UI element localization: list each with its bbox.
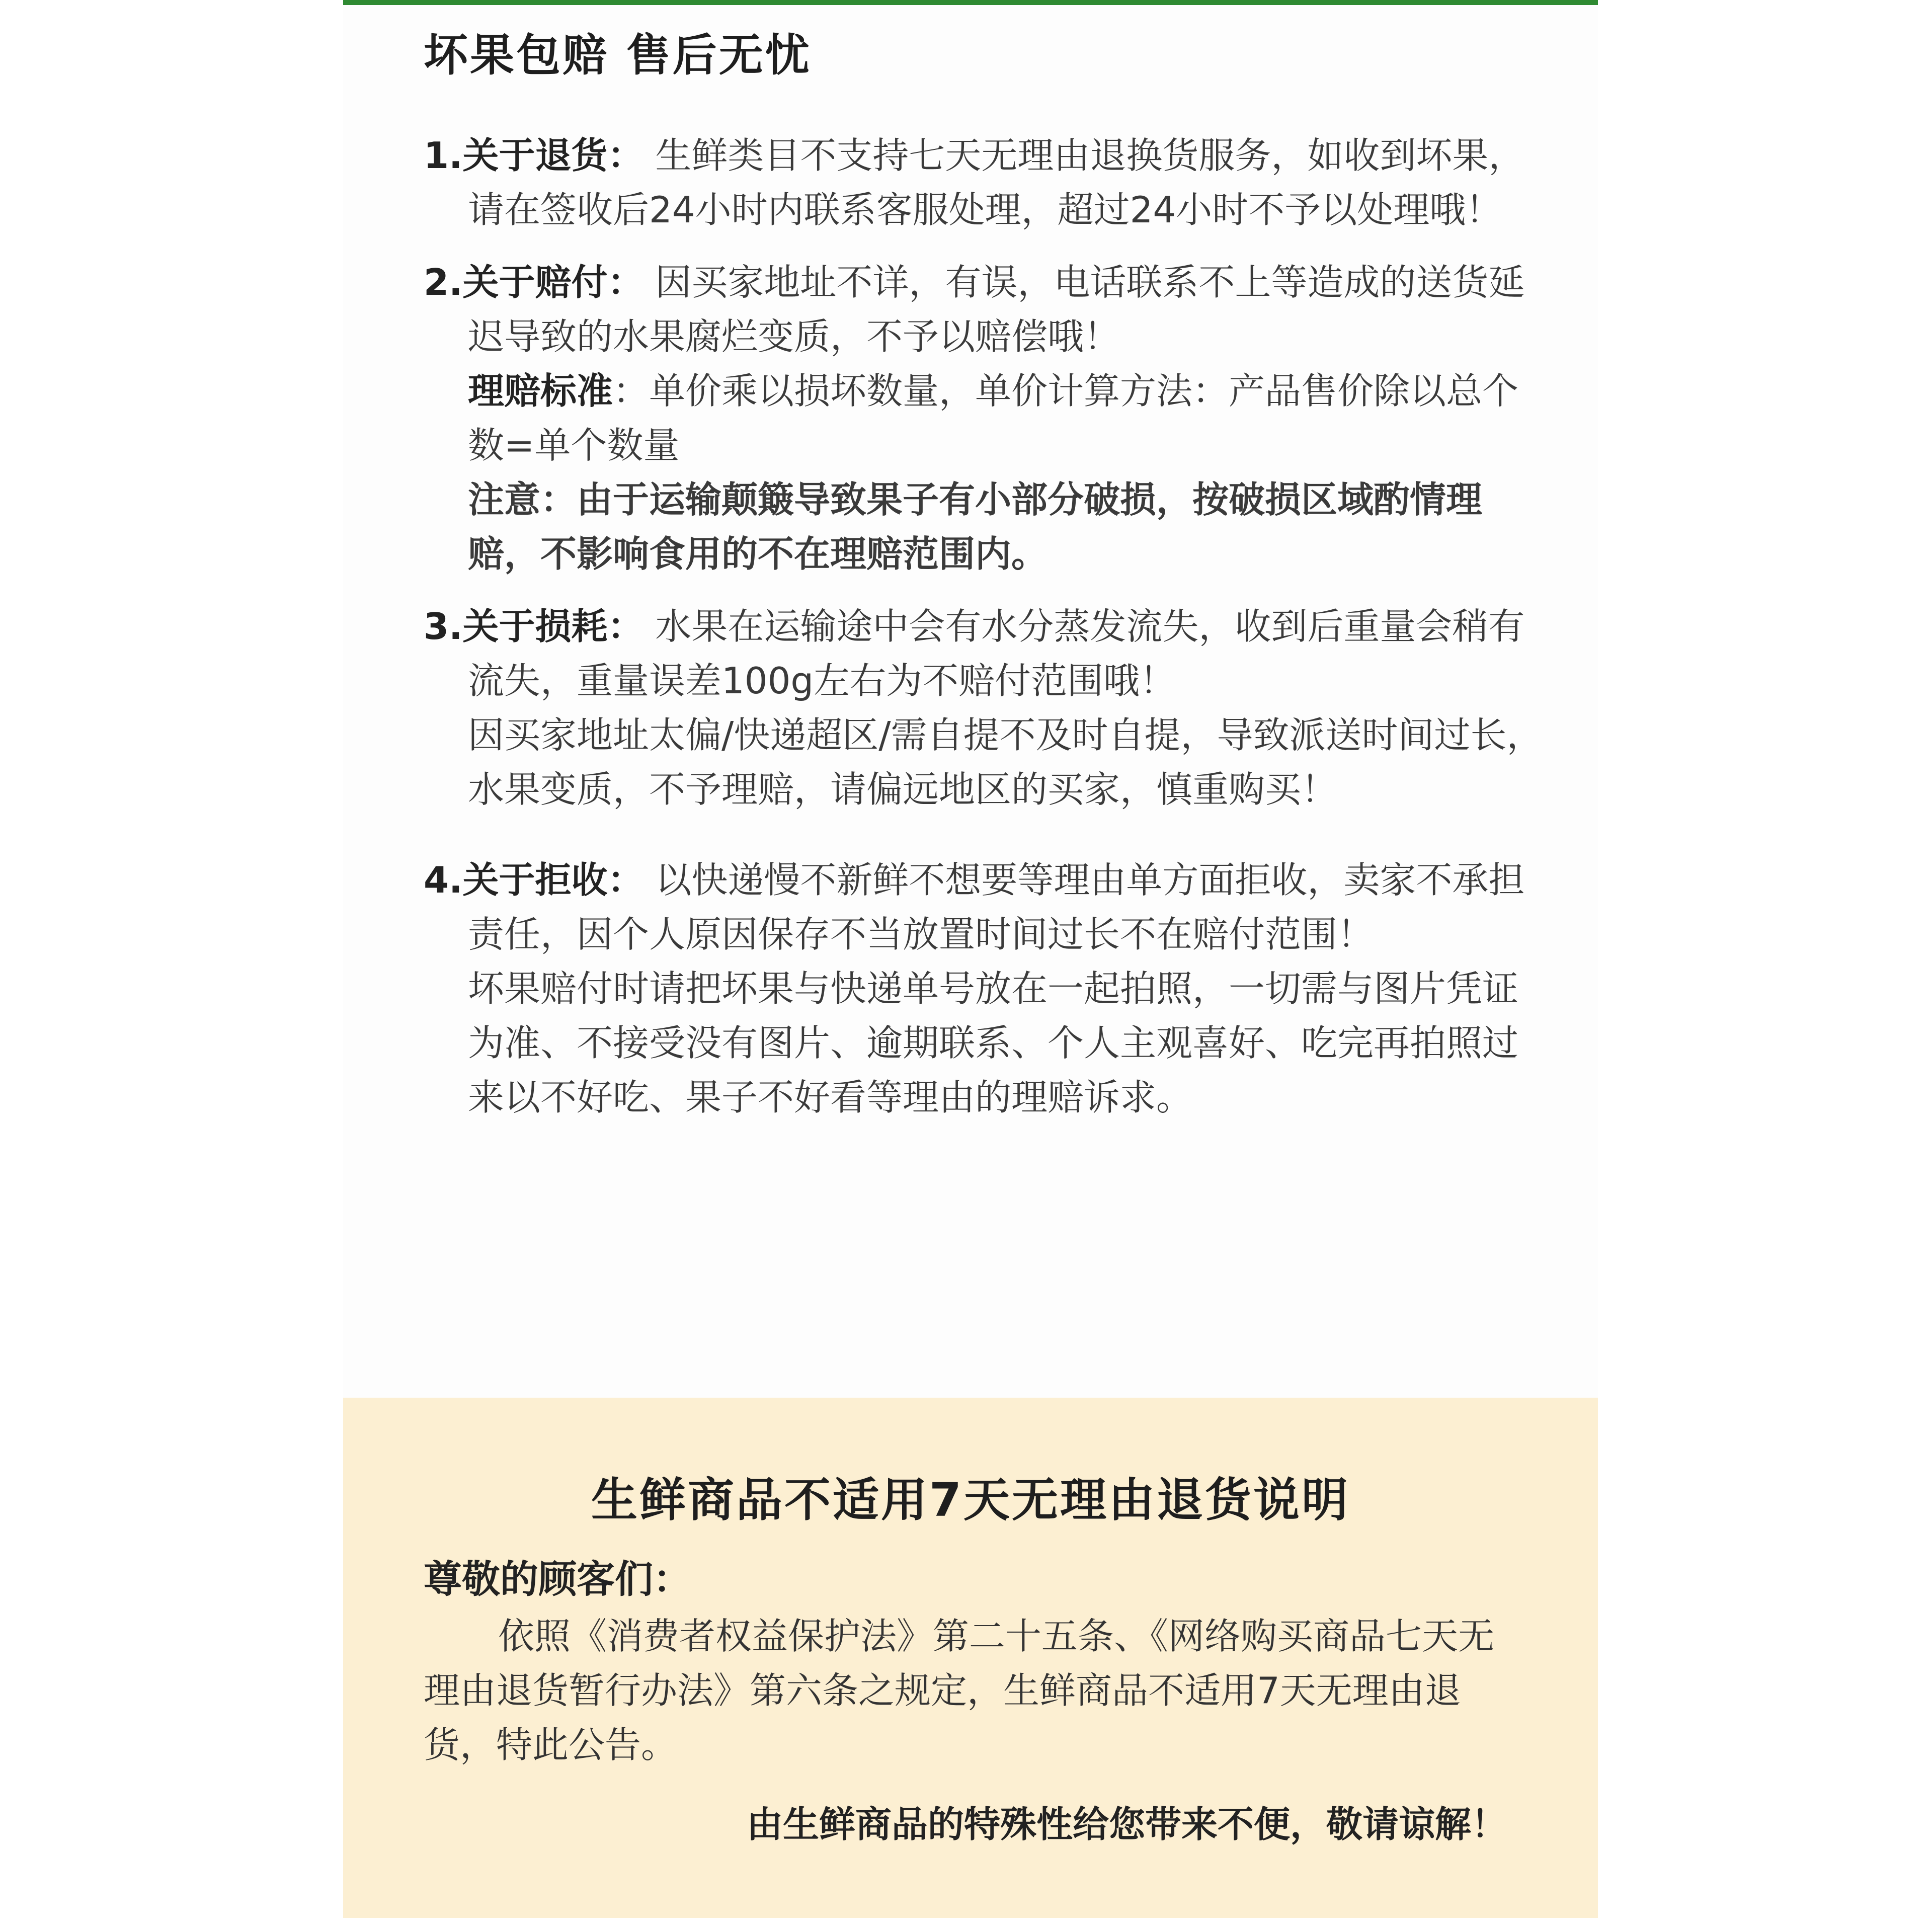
policy-text: 水果在运输途中会有水分蒸发流失，收到后重量会稍有流失，重量误差100g左右为不赔付范围哦！ [468,605,1525,702]
policy-compensation [424,255,1551,581]
policy-rejection [424,853,1551,1124]
return-policy-notice [343,1398,1598,1918]
policy-number: 3. [424,605,463,648]
policy-number: 1. [424,134,463,177]
policy-label: 关于拒收： [462,859,644,901]
policy-label: 关于退货： [462,134,644,177]
notice-title: 生鲜商品不适用7天无理由退货说明 [591,1473,1350,1527]
top-green-border [343,0,1598,5]
notice-body: 依照《消费者权益保护法》第二十五条、《网络购买商品七天无理由退货暂行办法》第六条之规定，生鲜商品不适用7天无理由退货，特此公告。 [424,1615,1495,1766]
policy-number: 4. [424,859,463,901]
policy-extra: 坏果赔付时请把坏果与快递单号放在一起拍照，一切需与图片凭证为准、不接受没有图片、逾期联系、个人主观喜好、吃完再拍照过来以不好吃、果子不好看等理由的理赔诉求。 [468,968,1519,1118]
standard-label: 理赔标准 [468,370,613,412]
standard-text: ：单价乘以损坏数量，单价计算方法：产品售价除以总个数=单个数量 [468,370,1519,466]
policy-label: 关于赔付： [462,261,644,303]
page-title: 坏果包赔 售后无忧 [424,29,812,81]
policy-number: 2. [424,261,463,303]
policy-text: 因买家地址不详，有误，电话联系不上等造成的送货延迟导致的水果腐烂变质，不予以赔偿哦！ [468,261,1525,358]
compensation-note: 注意：由于运输颠簸导致果子有小部分破损，按破损区域酌情理赔，不影响食用的不在理赔范围内。 [468,478,1483,575]
policy-label: 关于损耗： [462,605,644,648]
policy-loss [424,599,1551,817]
policy-text: 以快递慢不新鲜不想要等理由单方面拒收，卖家不承担责任，因个人原因保存不当放置时间过长不在赔付范围！ [468,859,1525,955]
policy-text: 生鲜类目不支持七天无理由退换货服务，如收到坏果，请在签收后24小时内联系客服处理，超过24小时不予以处理哦！ [468,134,1525,231]
policy-list [424,128,1551,1143]
notice-greeting: 尊敬的顾客们： [424,1557,691,1601]
policy-extra: 因买家地址太偏/快递超区/需自提不及时自提，导致派送时间过长，水果变质，不予理赔，请偏远地区的买家，慎重购买！ [468,714,1543,811]
notice-closing: 由生鲜商品的特殊性给您带来不便，敬请谅解！ [746,1803,1507,1845]
after-sales-panel [343,0,1598,1918]
policy-returns [424,128,1551,237]
